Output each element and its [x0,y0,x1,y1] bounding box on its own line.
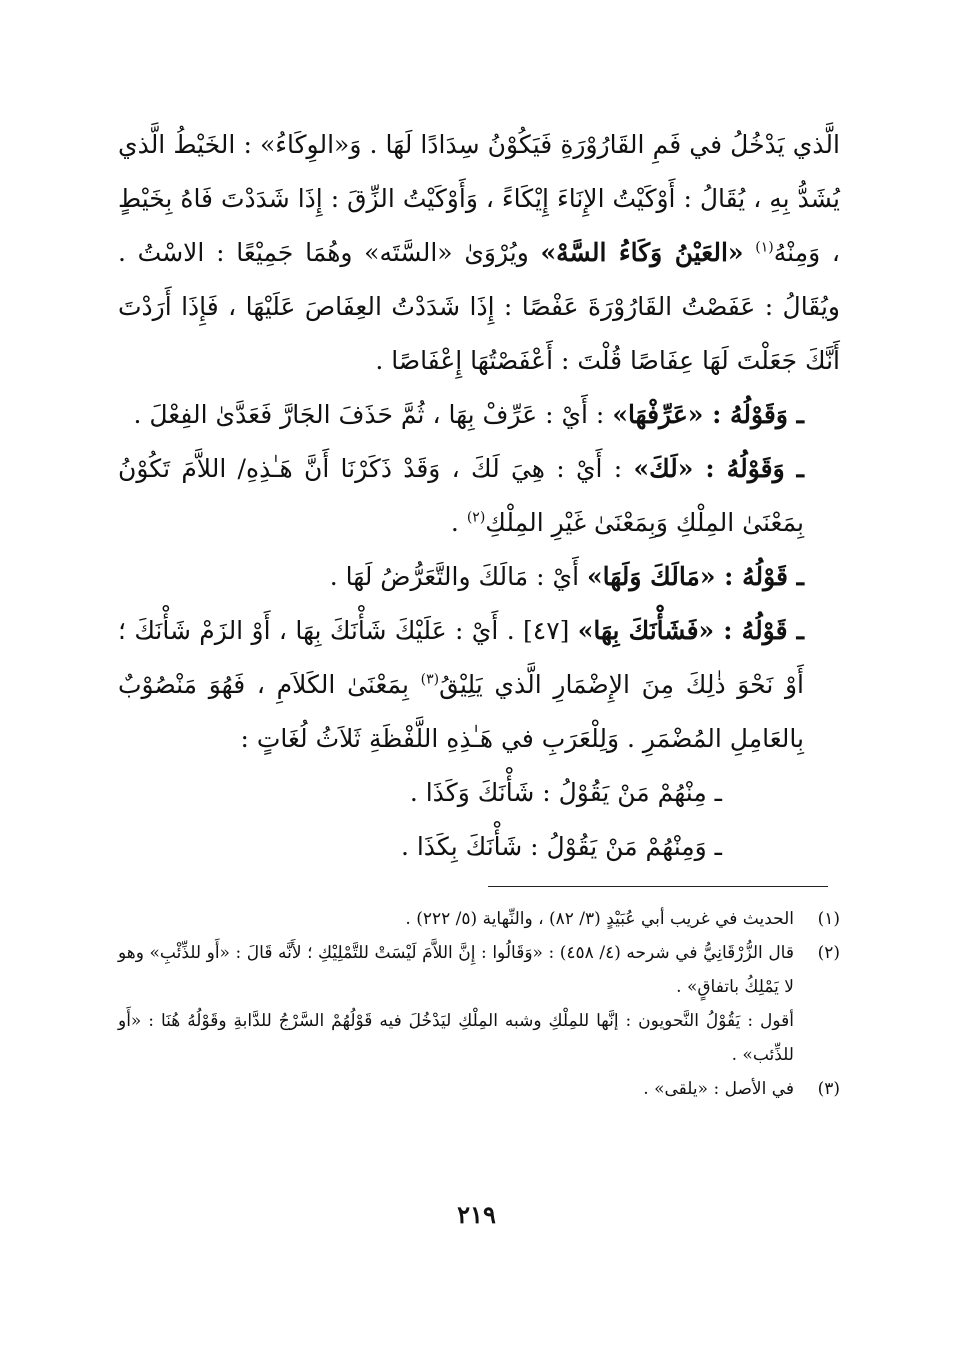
footnote-ref: (١) [755,239,774,256]
paragraph [118,766,840,820]
footnote-text: قال الزُّرْقَانِيُّ في شرحه (٤/ ٤٥٨) : «وَقَالُوا : إِنَّ اللاَّمَ لَيْسَتْ للتَّمْلِيْكِ ؛ لأَنَّه قَالَ : «أَو للذِّئْبِ» وهو لا يَمْلِكُ باتفاقٍ» . [118,943,794,997]
quoted-term: ـ وَقَوْلُهُ : «عَرِّفْهَا» [612,400,804,429]
main-text [118,118,840,874]
footnotes [118,902,840,1106]
footnote-separator [488,886,828,887]
footnote-comment: أقول : يَقُوْلُ النَّحويون : إنَّها للمِلْكِ وشبه المِلْكِ ليَدْخُلَ فيه قَوْلُهُمْ السَّرْجُ للدَّابةِ وقَوْلُهُ هُنَا : «أَو للذِّئب» . [118,1011,794,1065]
paragraph [118,442,840,550]
paragraph-text: : أَيْ : عَرِّفْ بِهَا ، ثُمَّ حَذَفَ الجَارَّ فَعَدَّىٰ الفِعْلَ . [133,400,613,429]
paragraph [118,388,840,442]
footnote-number: (١) [817,909,840,929]
footnote-text: الحديث في غريب أبي عُبَيْدٍ (٣/ ٨٢) ، والنِّهاية (٥/ ٢٢٢) . [405,909,794,929]
footnote-text: في الأصل : «يلقى» . [643,1079,794,1099]
paragraph-text: بِمَعْنَىٰ الكَلاَمِ ، فَهُوَ مَنْصُوْبٌ بِالعَامِلِ المُضْمَرِ . وَلِلْعَرَبِ في هَـٰذِهِ اللَّفْظَةِ ثَلاَثُ لُغَاتٍ : [118,670,804,753]
paragraph-text: الَّذي يَدْخُلُ في فَمِ القَارُوْرَةِ فَيَكُوْنُ سِدَادًا لَهَا . وَ«الوِكَاءُ» : الخَيْطُ الَّذي يُشَدُّ بِهِ ، يُقَالُ : أَوْكَيْتُ الإِنَاءَ إِيْكَاءً ، وَأَوْكَيْتُ الزِّقَ : إِذَا شَدَدْتَ فَاهُ بِخَيْطٍ ، وَمِنْهُ [118,130,840,267]
paragraph [118,118,840,388]
footnote [118,1072,840,1106]
page-number: ٢١٩ [457,1200,496,1229]
footnote-number: (٢) [817,943,840,963]
footnote-number: (٣) [817,1079,840,1099]
quoted-term: ـ وَقَوْلُهُ : «لَكَ» [633,454,804,483]
footnote [118,936,840,1004]
paragraph-text: [٤٧] . أَيْ : عَلَيْكَ شَأْنَكَ بِهَا ، أَوْ الزَمْ شَأْنَكَ ؛ أَوْ نَحْوَ ذٰلِكَ مِنَ الإِضْمَارِ الَّذي يَلِيْقُ [118,616,804,699]
paragraph-text: ـ مِنْهُمْ مَنْ يَقُوْلُ : شَأْنَكَ وَكَذَا . [409,778,722,807]
paragraph-text: ويُرْوَىٰ «السَّتَه» وهُمَا جَمِيْعًا : الاسْتُ . ويُقَالُ : عَفَصْتُ القَارُوْرَةَ عَفْصًا : إِذَا شَدَدْتُ العِفَاصَ عَلَيْهَا ، فَإِذَا أَرَدْتَ أَنَّكَ جَعَلْتَ لَهَا عِفَاصًا قُلْتَ : أَعْفَصْتُهَا إِعْفَاصًا . [118,238,840,375]
paragraph [118,550,840,604]
paragraph-text: أَيْ : مَالَكَ والتَّعَرُّضُ لَهَا . [329,562,587,591]
footnote-ref: (٣) [420,671,440,688]
quoted-term: ـ قَوْلُهُ : «فَشَأْنَكَ بِهَا» [577,616,805,645]
paragraph-text [744,238,756,267]
footnote [118,902,840,936]
paragraph [118,820,840,874]
paragraph-text: ـ وَمِنْهُمْ مَنْ يَقُوْلُ : شَأْنَكَ بِكَذَا . [400,832,722,861]
quoted-term: ـ قَوْلُهُ : «مَالَكَ وَلَهَا» [586,562,804,591]
paragraph [118,604,840,766]
footnote-ref: (٢) [466,509,486,526]
quoted-term: «العَيْنُ وَكَاءُ السَّهْ» [540,238,744,267]
paragraph-text: : أَيْ : هِيَ لَكَ ، وَقَدْ ذَكَرْنَا أَنَّ هَـٰذِهِ/ اللاَّمَ تَكُوْنُ بِمَعْنَىٰ المِلْكِ وَبِمَعْنَىٰ غَيْرِ المِلْكِ [118,454,804,537]
paragraph-text: . [450,508,467,537]
